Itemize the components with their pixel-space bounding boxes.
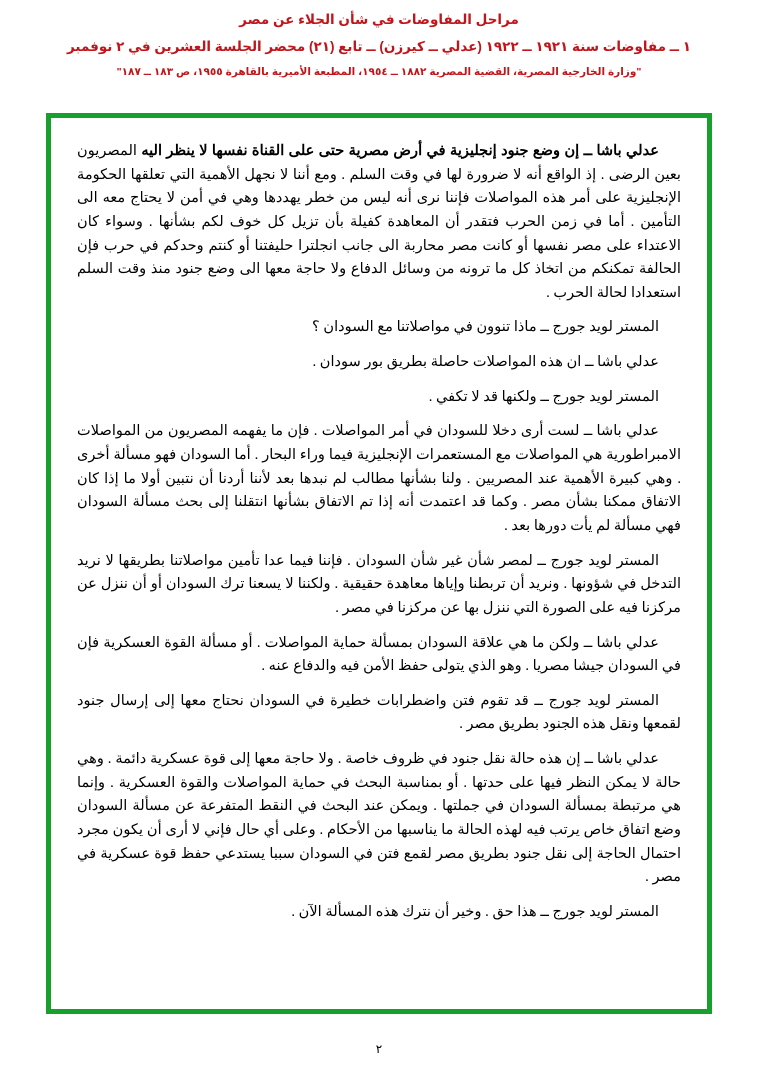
paragraph [77,420,681,538]
paragraph-text: عدلي باشا ــ لست أرى دخلا للسودان في أمر المواصلات . فإن ما يفهمه المصريون من المواصلات الامبراطورية هي المواصلات مع المستعمرات الإنجليزية فيما وراء البحار . أما السودان فهو مسألة أخرى . وهي كبيرة الأهمية عند المصريين . ولنا بشأنها مطالب لم نبدها بعد لأننا أردنا أن نتبين أولا ما إذا كان الاتفاق ممكنا بشأن مصر . وكما قد اعتمدت أنه إذا تم الاتفاق بشأنها انتقلنا إلى بحث مسألة السودان فهي مسألة لم يأت دورها بعد . [77,423,681,534]
paragraph [77,550,681,621]
document-source: "وزارة الخارجية المصرية، القضية المصرية ١٨٨٢ ــ ١٩٥٤، المطبعة الأميرية بالقاهرة ١٩٥٥، ص ١٨٣ ــ ١٨٧" [116,66,642,78]
paragraph [77,748,681,890]
paragraph-text: المستر لويد جورج ــ هذا حق . وخير أن نترك هذه المسألة الآن . [291,903,659,920]
paragraph-text: المستر لويد جورج ــ ولكنها قد لا تكفي . [428,388,659,405]
page-number: ٢ [375,1042,383,1056]
paragraph [77,386,681,410]
paragraph-text: المستر لويد جورج ــ قد تقوم فتن واضطرابات خطيرة في السودان نحتاج معها إلى إرسال جنود لقمعها ونقل هذه الجنود بطريق مصر . [77,692,681,733]
paragraph [77,140,681,305]
page-header [0,0,758,78]
paragraph [77,351,681,375]
paragraph-text: المستر لويد جورج ــ لمصر شأن غير شأن السودان . فإننا فيما عدا تأمين مواصلاتنا بطريقها لا نريد التدخل في شؤونها . ونريد أن تربطنا وإياها معاهدة حقيقية . ولكننا لا يسعنا ترك السودان أو أن ننزل عن مركزنا فيه على الصورة التي ننزل بها عن مركزنا في مصر . [77,552,681,616]
content-frame [46,113,712,1014]
paragraph-lead: عدلي باشا ــ إن وضع جنود إنجليزية في أرض مصرية حتى على القناة نفسها لا ينظر اليه [141,143,659,159]
paragraph [77,632,681,679]
paragraph [77,690,681,737]
paragraph-text: المصريون بعين الرضى . إذ الواقع أنه لا ضرورة لها في وقت السلم . ومع أننا لا نجهل الأهمية التي تعلقها الحكومة الإنجليزية على أمر هذه المواصلات فإننا نرى أنه ليس من خطر يهددها وهي في أمن لا يحتاج معه الى التأمين . أما في زمن الحرب فتقدر أن المعاهدة كفيلة بأن تزيل كل خوف لكم بشأنها . وسواء كان الاعتداء على مصر نفسها أو كانت مصر محاربة الى جانب انجلترا حليفتنا أو كنتم وحدكم في حرب فإن الحالفة تمكنكم من اتخاذ كل ما ترونه من وسائل الدفاع ولا حاجة معها الى وضع جنود منذ وقت السلم استعدادا لحالة الحرب . [77,143,681,301]
paragraph-text: المستر لويد جورج ــ ماذا تنوون في مواصلاتنا مع السودان ؟ [312,319,659,336]
paragraph [77,316,681,340]
document-title: مراحل المفاوضات في شأن الجلاء عن مصر [239,12,519,27]
paragraph-text: عدلي باشا ــ ولكن ما هي علاقة السودان بمسألة حماية المواصلات . أو مسألة القوة العسكرية فإن في السودان جيشا مصريا . وهو الذي يتولى حفظ الأمن فيه والدفاع عنه . [77,634,681,675]
paragraph-text: عدلي باشا ــ ان هذه المواصلات حاصلة بطريق بور سودان . [312,354,659,371]
paragraph [77,901,681,925]
paragraph-text: عدلي باشا ــ إن هذه حالة نقل جنود في ظروف خاصة . ولا حاجة معها إلى قوة عسكرية دائمة . وهي حالة لا يمكن النظر فيها على حدتها . أو بمناسبة البحث في حماية المواصلات والقوة العسكرية . وإنما هي مرتبطة بمسألة السودان في جملتها . ويمكن عند البحث في النقط المتفرعة عن مسألة السودان وضع اتفاق خاص يرتب فيه لهذه الحالة ما يناسبها من الأحكام . وعلى أي حال فإني لا أرى أن يكون مجرد احتمال الحاجة إلى نقل جنود بطريق مصر لقمع فتن في السودان سببا يستدعي حفظ قوة عسكرية في مصر . [77,751,681,886]
content-body [51,118,707,1009]
document-subtitle: ١ ــ مفاوضات سنة ١٩٢١ ــ ١٩٢٢ (عدلي ــ كيرزن) ــ تابع (٢١) محضر الجلسة العشرين في ٢ نوفمبر [67,39,691,54]
